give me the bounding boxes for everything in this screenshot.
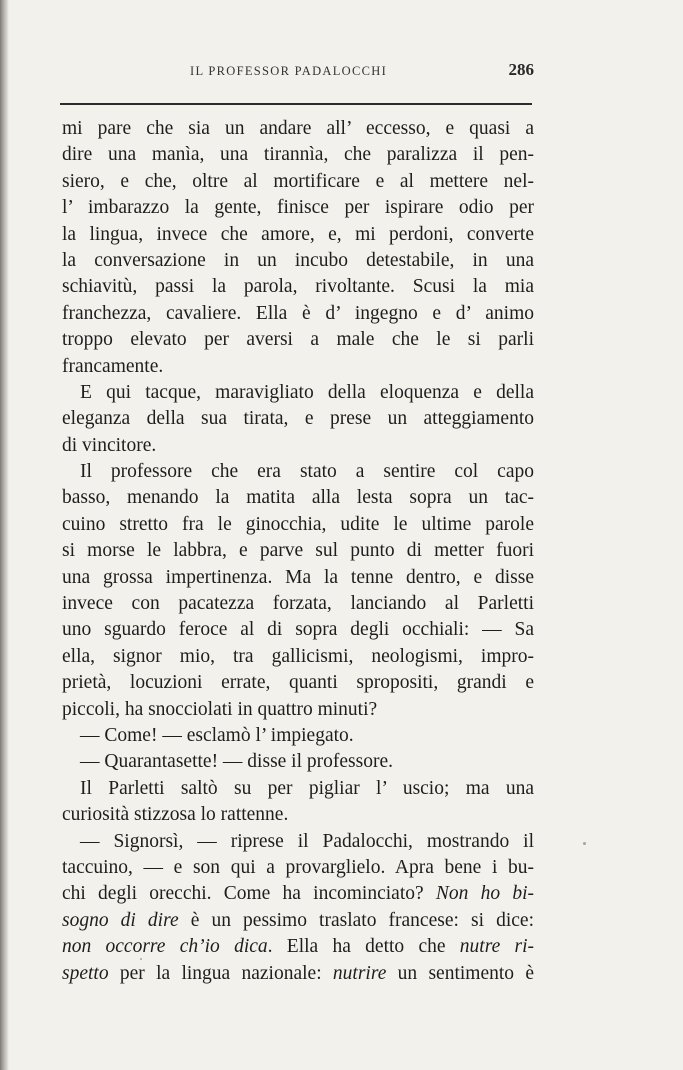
italic-run: nutrire xyxy=(332,962,387,984)
text-run: chi degli orecchi. Come ha incominciato? xyxy=(62,883,436,905)
text-line xyxy=(62,908,534,934)
text-line: l’ imbarazzo la gente, finisce per ispirare odio per xyxy=(62,197,534,219)
paper-speck xyxy=(583,842,586,845)
text-line xyxy=(62,934,534,960)
text-line: Il professore che era stato a sentire col capo xyxy=(80,461,534,483)
running-title: IL PROFESSOR PADALOCCHI xyxy=(190,64,388,78)
text-line: si morse le labbra, e parve sul punto di metter fuori xyxy=(62,540,534,562)
text-line: cuino stretto fra le ginocchia, udite le ultime parole xyxy=(62,513,534,535)
text-line: taccuino, — e son qui a provarglielo. Apra bene i bu- xyxy=(62,856,534,878)
text-line: siero, e che, oltre al mortificare e al mettere nel- xyxy=(62,170,534,192)
paper-speck xyxy=(140,958,142,960)
page-gutter-shadow xyxy=(0,0,9,1070)
text-line: la conversazione in un incubo detestabile, in una xyxy=(62,249,534,271)
text-line: dire una manìa, una tirannìa, che paralizza il pen- xyxy=(62,144,534,166)
page-number: 286 xyxy=(508,60,534,79)
text-line: schiavitù, passi la parola, rivoltante. Scusi la mia xyxy=(62,276,534,298)
text-line xyxy=(62,881,534,907)
text-run: è un pessimo traslato francese: si dice: xyxy=(178,909,534,931)
italic-run: Non ho bi- xyxy=(435,883,534,905)
running-header xyxy=(62,58,534,90)
text-line: invece con pacatezza forzata, lanciando al Parletti xyxy=(62,593,534,615)
text-line: la lingua, invece che amore, e, mi perdoni, converte xyxy=(62,223,534,245)
text-line: franchezza, cavaliere. Ella è d’ ingegno e d’ animo xyxy=(62,302,534,324)
text-line: basso, menando la matita alla lesta sopra un tac- xyxy=(62,487,534,509)
text-line: — Signorsì, — riprese il Padalocchi, mostrando il xyxy=(80,830,534,852)
text-line: Il Parletti saltò su per pigliar l’ uscio; ma una xyxy=(80,777,534,799)
text-line: una grossa impertinenza. Ma la tenne dentro, e disse xyxy=(62,566,534,588)
italic-run: nutre ri- xyxy=(459,936,534,958)
italic-run: non occorre ch’io dica xyxy=(62,936,268,958)
italic-run: spetto xyxy=(62,962,109,984)
text-line: prietà, locuzioni errate, quanti spropositi, grandi e xyxy=(62,672,534,694)
text-line: piccoli, ha snocciolati in quattro minuti? xyxy=(62,698,378,720)
body-text xyxy=(62,116,534,987)
text-line: uno sguardo feroce al di sopra degli occhiali: — Sa xyxy=(62,619,534,641)
text-line: troppo elevato per aversi a male che le si parli xyxy=(62,329,534,351)
text-line: mi pare che sia un andare all’ eccesso, e quasi a xyxy=(62,118,534,139)
text-line xyxy=(62,961,534,987)
text-run: . Ella ha detto che xyxy=(267,936,460,958)
text-line: ella, signor mio, tra gallicismi, neologismi, impro- xyxy=(62,645,534,667)
header-rule xyxy=(60,103,532,105)
text-line: curiosità stizzosa lo rattenne. xyxy=(62,804,289,826)
italic-run: sogno di dire xyxy=(62,909,179,931)
text-run: per la lingua nazionale: xyxy=(108,962,333,984)
text-line: E qui tacque, maravigliato della eloquenza e della xyxy=(80,381,534,403)
text-run: un sentimento è xyxy=(386,962,534,984)
text-line: di vincitore. xyxy=(62,434,157,456)
text-line: eleganza della sua tirata, e prese un atteggiamento xyxy=(62,408,534,430)
text-line: francamente. xyxy=(62,355,164,377)
text-line: — Quarantasette! — disse il professore. xyxy=(80,751,393,773)
text-line: — Come! — esclamò l’ impiegato. xyxy=(80,724,354,746)
